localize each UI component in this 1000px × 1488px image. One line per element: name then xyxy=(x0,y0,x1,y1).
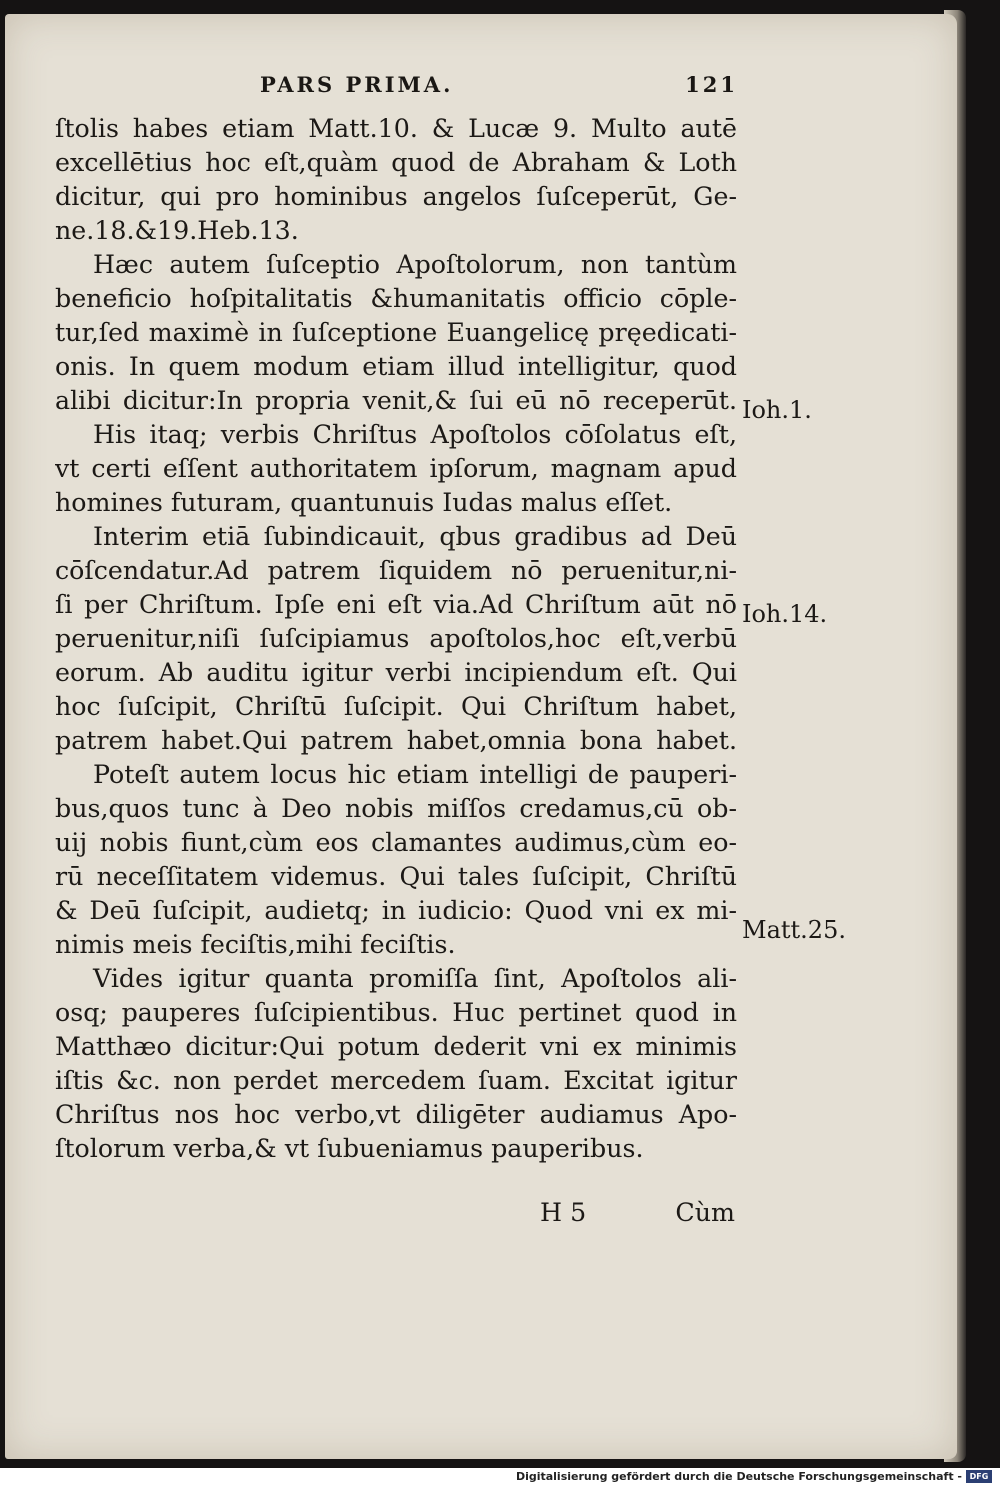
text-line: Chriſtus nos hoc verbo,vt diligēter audiamus Apo- xyxy=(55,1100,737,1129)
text-line: tur,ſed maximè in ſuſceptione Euangelicę pręedicati- xyxy=(55,318,737,347)
text-line: excellētius hoc eſt,quàm quod de Abraham & Loth xyxy=(55,148,737,177)
text-line: iſtis &c. non perdet mercedem ſuam. Excitat igitur xyxy=(55,1066,737,1095)
text-line: beneficio hoſpitalitatis &humanitatis officio cōple- xyxy=(55,284,737,313)
page-header xyxy=(55,70,738,100)
text-line: Poteſt autem locus hic etiam intelligi de pauperi- xyxy=(93,760,737,789)
running-head: PARS PRIMA. xyxy=(260,72,454,97)
signature-mark: H 5 xyxy=(540,1198,587,1227)
digitization-credit: Digitalisierung gefördert durch die Deutsche Forschungsgemeinschaft - xyxy=(515,1470,962,1483)
text-line: Vides igitur quanta promiſſa ſint, Apoſtolos ali- xyxy=(93,964,737,993)
text-line: homines futuram, quantunuis Iudas malus eſſet. xyxy=(55,488,673,517)
text-line: eorum. Ab auditu igitur verbi incipiendum eſt. Qui xyxy=(55,658,737,687)
text-line: nimis meis feciſtis,mihi feciſtis. xyxy=(55,930,456,959)
text-line: hoc ſuſcipit, Chriſtū ſuſcipit. Qui Chriſtum habet, xyxy=(55,692,737,721)
margin-note: Ioh.1. xyxy=(742,396,812,424)
text-line: dicitur, qui pro hominibus angelos ſuſceperūt, Ge- xyxy=(55,182,737,211)
text-line: ſtolorum verba,& vt ſubueniamus pauperibus. xyxy=(55,1134,644,1163)
text-line: cōſcendatur.Ad patrem ſiquidem nō peruenitur,ni- xyxy=(55,556,737,585)
text-line: uij nobis fiunt,cùm eos clamantes audimus,cùm eo- xyxy=(55,828,737,857)
catchword: Cùm xyxy=(675,1198,735,1227)
text-line: & Deū ſuſcipit, audietq; in iudicio: Quod vni ex mi- xyxy=(55,896,737,925)
text-line: vt certi eſſent authoritatem ipſorum, magnam apud xyxy=(55,454,737,483)
text-line: ſi per Chriſtum. Ipſe eni eſt via.Ad Chriſtum aūt nō xyxy=(55,590,737,619)
text-line: His itaq; verbis Chriſtus Apoſtolos cōſolatus eſt, xyxy=(93,420,737,449)
body-text xyxy=(55,112,737,1166)
text-line: onis. In quem modum etiam illud intelligitur, quod xyxy=(55,352,737,381)
text-line: ſtolis habes etiam Matt.10. & Lucæ 9. Multo autē xyxy=(55,114,737,143)
folio-number: 121 xyxy=(685,72,738,97)
text-line: patrem habet.Qui patrem habet,omnia bona habet. xyxy=(55,726,737,755)
text-line: Interim etiā ſubindicauit, qbus gradibus ad Deū xyxy=(93,522,737,551)
text-line: bus,quos tunc à Deo nobis miſſos credamus,cū ob- xyxy=(55,794,737,823)
margin-note: Matt.25. xyxy=(742,916,846,944)
signature-line xyxy=(540,1198,735,1232)
text-line: peruenitur,niſi ſuſcipiamus apoſtolos,hoc eſt,verbū xyxy=(55,624,737,653)
text-line: osq; pauperes ſuſcipientibus. Huc pertinet quod in xyxy=(55,998,737,1027)
text-line: Hæc autem ſuſceptio Apoſtolorum, non tantùm xyxy=(93,250,737,279)
text-line: ne.18.&19.Heb.13. xyxy=(55,216,299,245)
text-line: alibi dicitur:In propria venit,& ſui eū nō receperūt. xyxy=(55,386,737,415)
dfg-logo: DFG xyxy=(966,1470,992,1483)
margin-note: Ioh.14. xyxy=(742,600,828,628)
text-line: Matthæo dicitur:Qui potum dederit vni ex minimis xyxy=(55,1032,737,1061)
text-line: rū neceſſitatem videmus. Qui tales ſuſcipit, Chriſtū xyxy=(55,862,737,891)
